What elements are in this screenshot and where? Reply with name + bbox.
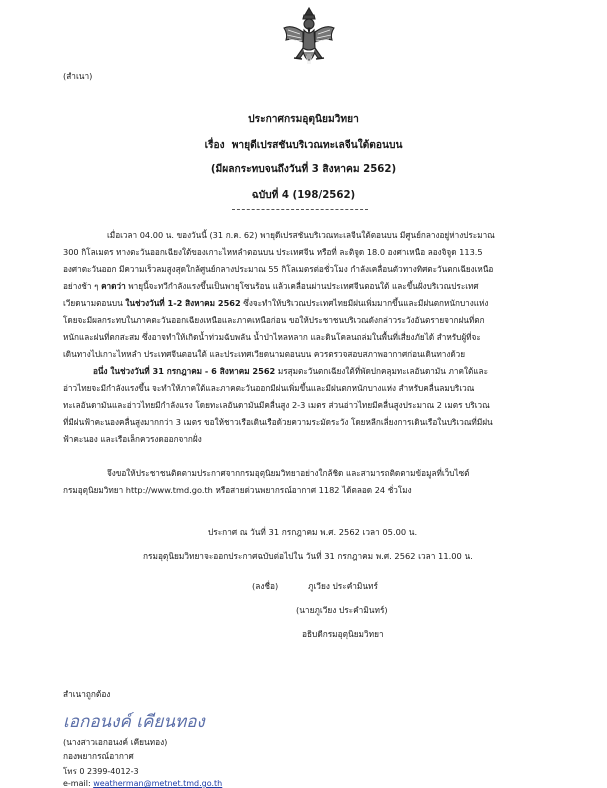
paragraph-line: ฟ้าคะนอง และเรือเล็กควรงดออกจากฝั่ง <box>63 434 202 444</box>
contact-email <box>63 780 222 788</box>
paragraph-line: เมื่อเวลา 04.00 น. ของวันนี้ (31 ก.ค. 62) พายุดีเปรสชันบริเวณทะเลจีนใต้ตอนบน มีศูนย์กลางอยู่ห่างประมาณ <box>107 230 495 240</box>
subject-prefix: เรื่อง <box>204 140 225 151</box>
handwritten-signature: เอกอนงค์ เคียนทอง <box>63 712 205 732</box>
paragraph-storm-details <box>63 227 545 363</box>
signed-name: ภูเวียง ประคำมินทร์ <box>308 581 378 591</box>
copy-label: (สำเนา) <box>63 71 93 81</box>
email-label: e-mail: <box>63 779 94 788</box>
paragraph-line: กรมอุตุนิยมวิทยา http://www.tmd.go.th หรือสายด่วนพยากรณ์อากาศ 1182 ได้ตลอด 24 ชั่วโมง <box>63 485 412 495</box>
paragraph-line: องศาตะวันออก มีความเร็วลมสูงสุดใกล้ศูนย์กลางประมาณ 55 กิโลเมตรต่อชั่วโมง กำลังเคลื่อนตัวทางทิศตะวันตกเฉียงเหนือ <box>63 264 494 274</box>
issue-number: ฉบับที่ 4 (198/2562) <box>251 190 356 201</box>
date-emphasis: อนึ่ง ในช่วงวันที่ 31 กรกฎาคม - 6 สิงหาคม 2562 <box>93 366 276 376</box>
paragraph-monsoon <box>63 363 545 448</box>
paragraph-line <box>63 278 545 295</box>
signed-label: (ลงชื่อ) <box>252 581 279 591</box>
certifier-name: (นางสาวเอกอนงค์ เคียนทอง) <box>63 737 168 747</box>
announcement-subject <box>0 137 607 153</box>
paragraph-follow-updates <box>63 465 545 499</box>
subject-text: พายุดีเปรสชันบริเวณทะเลจีนใต้ตอนบน <box>231 140 403 151</box>
division-name: กองพยากรณ์อากาศ <box>63 751 134 761</box>
email-link[interactable]: weatherman@metnet.tmd.go.th <box>93 779 223 788</box>
paragraph-line: 300 กิโลเมตร ทางตะวันออกเฉียงใต้ของเกาะไหหลำตอนบน ประเทศจีน หรือที่ ละติจูด 18.0 องศาเหนือ ลองจิจูด 113.5 <box>63 247 483 257</box>
certified-copy-label: สำเนาถูกต้อง <box>63 689 111 699</box>
paragraph-line: จึงขอให้ประชาชนติดตามประกาศจากกรมอุตุนิยมวิทยาอย่างใกล้ชิด และสามารถติดตามข้อมูลที่เว็บไซต์ <box>107 468 470 478</box>
effect-period: (มีผลกระทบจนถึงวันที่ 3 สิงหาคม 2562) <box>210 164 397 175</box>
paragraph-line: หนักและฝนที่ตกสะสม ซึ่งอาจทำให้เกิดน้ำท่วมฉับพลัน น้ำป่าไหลหลาก และดินโคลนถล่มในพื้นที่เสี่ยงภัยได้ สำหรับผู้ที่จะ <box>63 332 481 342</box>
divider-dashed <box>232 209 368 210</box>
line-text: อย่างช้า ๆ <box>63 281 102 291</box>
line-text: เวียดนามตอนบน <box>63 298 126 308</box>
paragraph-line <box>63 363 545 380</box>
paragraph-line <box>63 295 545 312</box>
next-announcement: กรมอุตุนิยมวิทยาจะออกประกาศฉบับต่อไปใน วันที่ 31 กรกฎาคม พ.ศ. 2562 เวลา 11.00 น. <box>143 551 473 561</box>
announced-at: ประกาศ ณ วันที่ 31 กรกฎาคม พ.ศ. 2562 เวลา 05.00 น. <box>208 527 418 537</box>
announcement-title: ประกาศกรมอุตุนิยมวิทยา <box>248 114 359 125</box>
paragraph-line: ทะเลอันดามันและอ่าวไทยมีกำลังแรง โดยทะเลอันดามันมีคลื่นสูง 2-3 เมตร ส่วนอ่าวไทยมีคลื่นสูงประมาณ 2 เมตร บริเวณ <box>63 400 490 410</box>
forecast-emphasis: คาดว่า <box>101 281 126 291</box>
director-position: อธิบดีกรมอุตุนิยมวิทยา <box>302 629 384 639</box>
line-text: มรสุมตะวันตกเฉียงใต้ที่พัดปกคลุมทะเลอันดามัน ภาคใต้และ <box>275 366 488 376</box>
paragraph-line: ที่มีฝนฟ้าคะนองคลื่นสูงมากกว่า 3 เมตร ขอให้ชาวเรือเดินเรือด้วยความระมัดระวัง โดยหลีกเลี่ยงการเดินเรือในบริเวณที่มีฝน <box>63 417 493 427</box>
date-emphasis: ในช่วงวันที่ 1-2 สิงหาคม 2562 <box>125 298 241 308</box>
paragraph-line: เดินทางไปเกาะไหหลำ ประเทศจีนตอนใต้ และประเทศเวียดนามตอนบน ควรตรวจสอบสภาพอากาศก่อนเดินทางด้วย <box>63 349 466 359</box>
line-text: พายุนี้จะทวีกำลังแรงขึ้นเป็นพายุโซนร้อน แล้วเคลื่อนผ่านประเทศจีนตอนใต้ และขึ้นฝั่งบริเวณประเทศ <box>125 281 479 291</box>
line-text: ซึ่งจะทำให้บริเวณประเทศไทยมีฝนเพิ่มมากขึ้นและมีฝนตกหนักบางแห่ง <box>240 298 489 308</box>
contact-phone: โทร 0 2399-4012-3 <box>63 767 139 776</box>
garuda-emblem-icon <box>282 6 336 72</box>
paragraph-line: อ่าวไทยจะมีกำลังแรงขึ้น จะทำให้ภาคใต้และภาคตะวันออกมีฝนเพิ่มขึ้นและมีฝนตกหนักบางแห่ง สำหรับคลื่นลมบริเวณ <box>63 383 475 393</box>
director-full-name: (นายภูเวียง ประคำมินทร์) <box>296 605 388 615</box>
paragraph-line: โดยจะมีผลกระทบในภาคตะวันออกเฉียงเหนือและภาคเหนือก่อน ขอให้ประชาชนบริเวณดังกล่าวระวังอันตรายจากฝนที่ตก <box>63 315 485 325</box>
